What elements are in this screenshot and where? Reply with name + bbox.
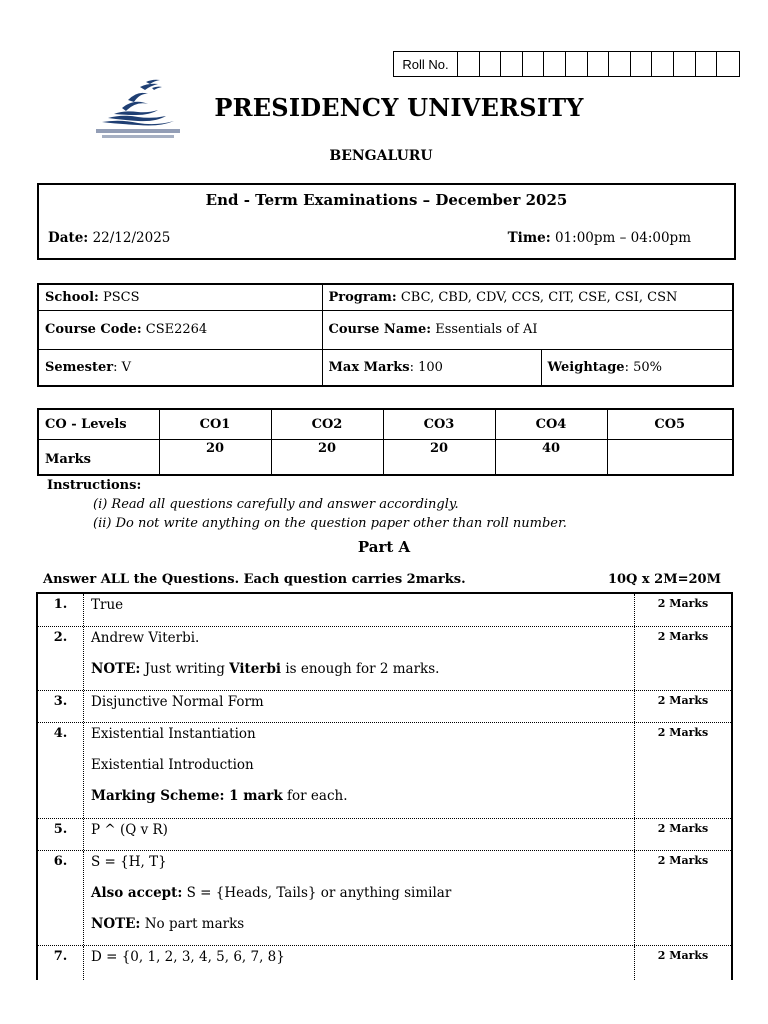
question-number: 5. <box>38 819 84 850</box>
note-text: is enough for 2 marks. <box>281 661 440 677</box>
semester-label: Semester <box>45 359 114 375</box>
answer-text <box>84 691 635 722</box>
program-cell <box>322 284 733 310</box>
answer-note <box>91 915 627 933</box>
course-code-cell <box>38 310 322 349</box>
question-number: 3. <box>38 691 84 722</box>
answers-table <box>36 592 733 980</box>
max-marks-label: Max Marks <box>328 359 410 375</box>
school-cell <box>38 284 322 310</box>
co-header: CO3 <box>383 409 495 439</box>
answer-text <box>84 723 635 818</box>
roll-cell <box>458 52 480 76</box>
scheme-text: for each. <box>282 788 348 804</box>
note-text: Just writing <box>140 661 230 677</box>
university-name: PRESIDENCY UNIVERSITY <box>214 93 584 122</box>
course-info-table <box>37 283 734 387</box>
question-marks: 2 Marks <box>657 597 709 610</box>
also-label: Also accept: <box>91 885 183 901</box>
table-row <box>38 946 731 980</box>
roll-cell <box>523 52 545 76</box>
question-number: 6. <box>38 851 84 945</box>
scheme-label: Marking Scheme: 1 mark <box>91 788 283 804</box>
max-marks-value: 100 <box>418 359 443 375</box>
answer-line: P ^ (Q v R) <box>91 822 168 838</box>
roll-cell <box>480 52 502 76</box>
question-marks: 2 Marks <box>657 726 709 739</box>
answer-line: D = {0, 1, 2, 3, 4, 5, 6, 7, 8} <box>91 949 285 965</box>
answer-text <box>84 946 635 980</box>
answer-text <box>84 627 635 690</box>
roll-cell <box>652 52 674 76</box>
table-row <box>38 819 731 851</box>
school-label: School: <box>45 289 99 305</box>
instruction-item: (ii) Do not write anything on the question paper other than roll number. <box>93 516 567 531</box>
question-number: 1. <box>38 594 84 626</box>
answer-line: S = {H, T} <box>91 854 167 870</box>
exam-header-box <box>37 183 736 260</box>
answer-line: Existential Instantiation <box>91 726 256 742</box>
question-marks: 2 Marks <box>657 822 709 835</box>
part-title: Part A <box>357 538 411 556</box>
answer-line: Existential Introduction <box>91 757 254 773</box>
roll-cell <box>609 52 631 76</box>
co-header: CO2 <box>271 409 383 439</box>
co-marks: 40 <box>495 439 607 475</box>
answer-line: Andrew Viterbi. <box>91 630 200 646</box>
roll-cell <box>631 52 653 76</box>
marks-summary: 10Q x 2M=20M <box>607 572 721 587</box>
question-marks: 2 Marks <box>657 949 709 962</box>
weightage-value: 50% <box>633 359 663 375</box>
co-marks: 20 <box>383 439 495 475</box>
table-row <box>38 723 731 819</box>
also-accept <box>91 884 627 902</box>
note-label: NOTE: <box>91 661 141 677</box>
co-marks: 20 <box>159 439 271 475</box>
exam-date <box>48 230 170 246</box>
table-row <box>38 691 731 723</box>
note-text: No part marks <box>140 916 245 932</box>
table-row <box>38 627 731 691</box>
question-marks: 2 Marks <box>657 630 709 643</box>
course-name-cell <box>322 310 733 349</box>
note-label: NOTE: <box>91 916 141 932</box>
roll-cell <box>696 52 718 76</box>
exam-title: End - Term Examinations – December 2025 <box>205 191 568 209</box>
roll-cell <box>544 52 566 76</box>
table-row <box>38 594 731 627</box>
program-value: CBC, CBD, CDV, CCS, CIT, CSE, CSI, CSN <box>400 289 678 305</box>
max-marks-cell: Max Marks: 100 <box>322 349 541 386</box>
co-header: CO4 <box>495 409 607 439</box>
question-number: 4. <box>38 723 84 818</box>
question-number: 7. <box>38 946 84 980</box>
question-number: 2. <box>38 627 84 690</box>
roll-cell <box>588 52 610 76</box>
question-marks: 2 Marks <box>657 694 709 707</box>
time-label: Time: <box>507 230 551 246</box>
date-label: Date: <box>48 230 89 246</box>
weightage-label: Weightage <box>547 359 625 375</box>
part-instruction: Answer ALL the Questions. Each question carries 2marks. <box>43 572 466 587</box>
course-name-label: Course Name: <box>328 322 432 337</box>
roll-cell <box>501 52 523 76</box>
university-city: BENGALURU <box>329 148 433 164</box>
co-header: CO5 <box>607 409 733 439</box>
answer-text <box>84 851 635 945</box>
roll-number-label: Roll No. <box>394 52 458 76</box>
answer-text <box>84 819 635 850</box>
roll-number-box <box>393 51 740 77</box>
program-label: Program: <box>328 289 397 305</box>
roll-cell <box>566 52 588 76</box>
co-levels-table <box>37 408 734 476</box>
answer-text <box>84 594 635 626</box>
co-marks: 20 <box>271 439 383 475</box>
exam-time <box>508 230 691 246</box>
instruction-item: (i) Read all questions carefully and answer accordingly. <box>93 497 459 512</box>
co-levels-label: CO - Levels <box>38 409 159 439</box>
answer-note <box>91 660 627 678</box>
course-code-label: Course Code: <box>45 322 142 337</box>
question-marks: 2 Marks <box>657 854 709 867</box>
marks-label: Marks <box>38 439 159 475</box>
school-value: PSCS <box>102 289 140 305</box>
instructions-heading: Instructions: <box>47 478 142 493</box>
co-marks <box>607 439 733 475</box>
course-name-value: Essentials of AI <box>435 322 538 337</box>
semester-cell: Semester: V <box>38 349 322 386</box>
table-row <box>38 851 731 946</box>
time-value: 01:00pm – 04:00pm <box>554 230 691 246</box>
roll-cell <box>717 52 739 76</box>
marking-scheme <box>91 787 627 805</box>
date-value: 22/12/2025 <box>92 230 171 246</box>
note-emphasis: Viterbi <box>229 661 282 677</box>
course-code-value: CSE2264 <box>145 322 208 337</box>
roll-cell <box>674 52 696 76</box>
also-text: S = {Heads, Tails} or anything similar <box>182 885 452 901</box>
answer-line: True <box>91 597 124 613</box>
answer-line: Disjunctive Normal Form <box>91 694 264 710</box>
weightage-cell: Weightage: 50% <box>541 349 733 386</box>
co-header: CO1 <box>159 409 271 439</box>
semester-value: V <box>121 359 132 375</box>
